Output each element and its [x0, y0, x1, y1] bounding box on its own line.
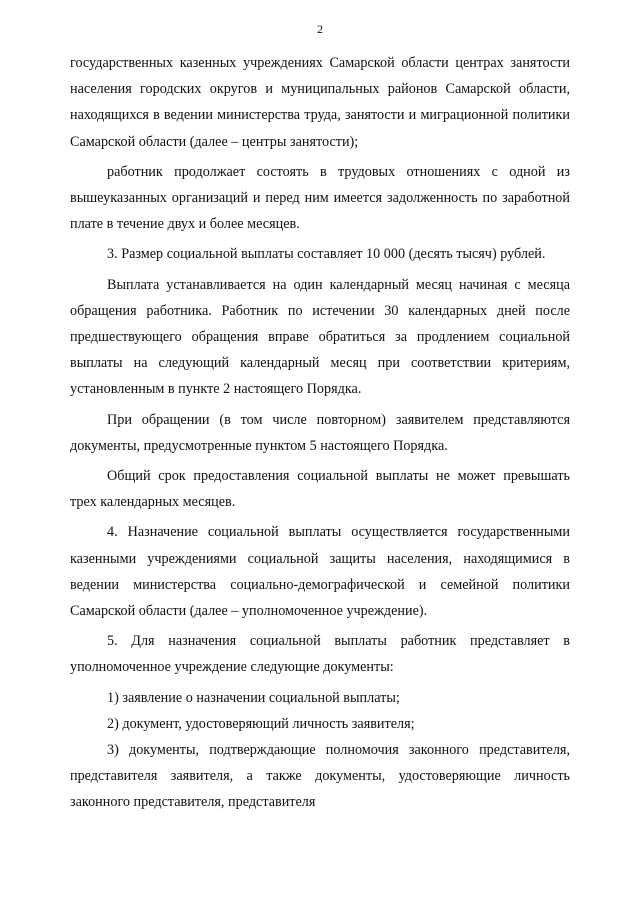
- page-number: 2: [317, 22, 323, 36]
- paragraph-employment-centers: государственных казенных учреждениях Самарской области центрах занятости населения городских округов и муниципальных районов Самарской области, находящихся в ведении министерства труда, занятости и миграционной политики Самарской области (далее – центры занятости);: [70, 55, 570, 150]
- document-body: [70, 50, 570, 816]
- list-item-identity-document: 2) документ, удостоверяющий личность заявителя;: [107, 715, 415, 732]
- paragraph-total-term: Общий срок предоставления социальной выплаты не может превышать трех календарных месяцев.: [70, 468, 570, 511]
- paragraph-item-4-assignment: 4. Назначение социальной выплаты осуществляется государственными казенными учреждениями социальной защиты населения, находящимися в ведении министерства социально-демографической и семейной политики Самарской области (далее – уполномоченное учреждение).: [70, 524, 570, 620]
- paragraph-wage-debt: работник продолжает состоять в трудовых отношениях с одной из вышеуказанных организаций и перед ним имеется задолженность по заработной плате в течение двух и более месяцев.: [70, 163, 570, 233]
- paragraph-item-3-amount: 3. Размер социальной выплаты составляет 10 000 (десять тысяч) рублей.: [107, 246, 546, 263]
- paragraph-documents-on-request: При обращении (в том числе повторном) заявителем представляются документы, предусмотренные пунктом 5 настоящего Порядка.: [70, 411, 570, 454]
- paragraph-item-5-documents: 5. Для назначения социальной выплаты работник представляет в уполномоченное учреждение следующие документы:: [70, 633, 570, 676]
- paragraph-payment-period: Выплата устанавливается на один календарный месяц начиная с месяца обращения работника. Работник по истечении 30 календарных дней после предшествующего обращения вправе обратиться за продлением социальной выплаты на следующий календарный месяц при соответствии критериям, установленным в пункте 2 настоящего Порядка.: [70, 276, 570, 398]
- list-item-application: 1) заявление о назначении социальной выплаты;: [107, 689, 400, 706]
- list-item-representative-documents: 3) документы, подтверждающие полномочия законного представителя, представителя заявителя, а также документы, удостоверяющие личность законного представителя, представителя: [70, 742, 570, 811]
